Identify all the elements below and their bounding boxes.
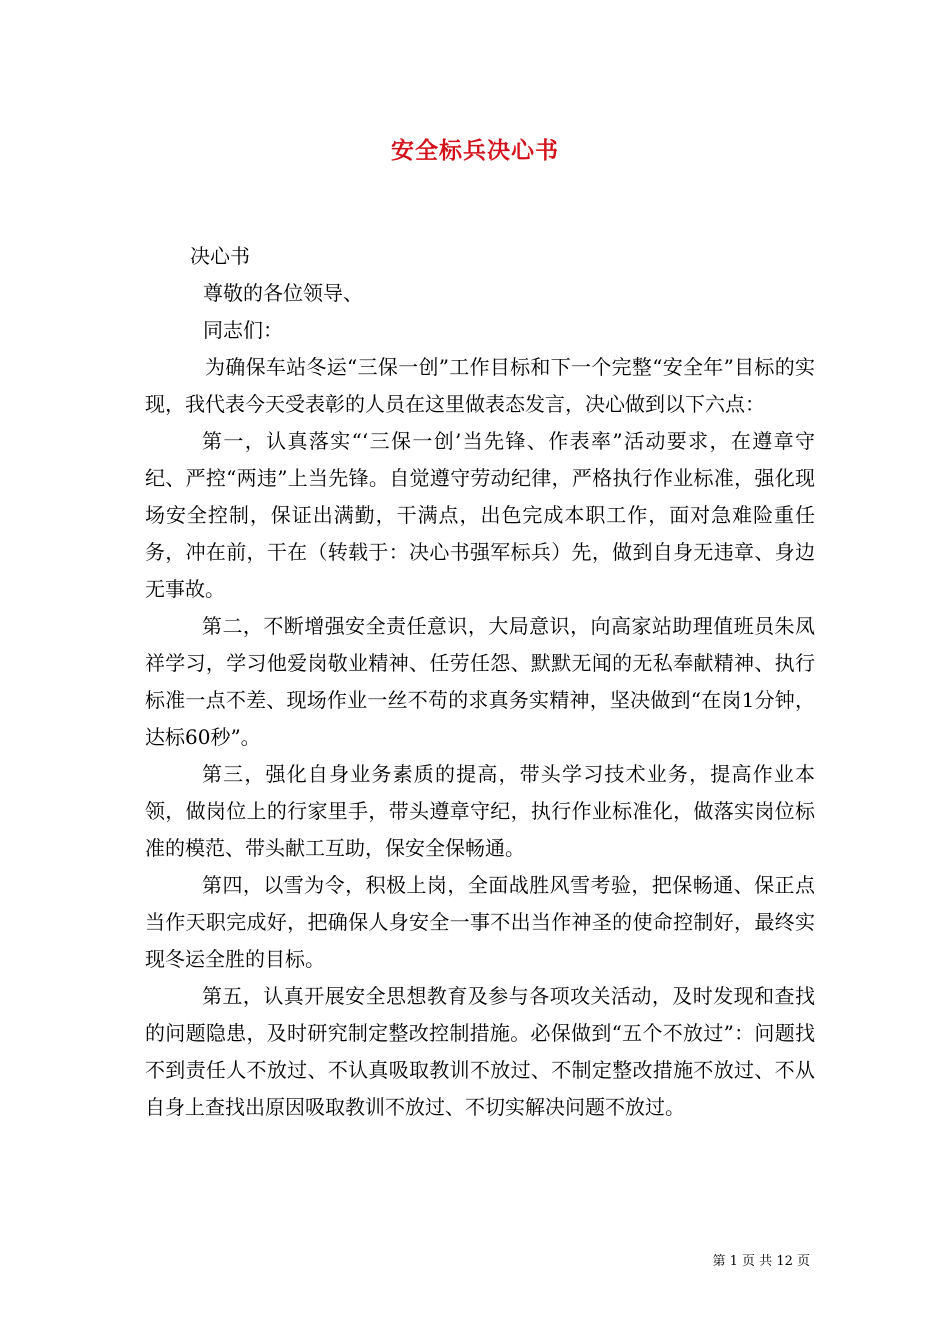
paragraph-point-4: 第四，以雪为令，积极上岗，全面战胜风雪考验，把保畅通、保正点当作天职完成好，把确保人身安全一事不出当作神圣的使命控制好，最终实现冬运全胜的目标。: [145, 873, 815, 971]
paragraph-point-5: 第五，认真开展安全思想教育及参与各项攻关活动，及时发现和查找的问题隐患，及时研究制定整改控制措施。必保做到“五个不放过”：问题找不到责任人不放过、不认真吸取教训不放过、不制定整改措施不放过、不从自身上查找出原因吸取教训不放过、不切实解决问题不放过。: [145, 984, 815, 1119]
paragraph-point-2: 第二，不断增强安全责任意识，大局意识，向高家站助理值班员朱凤祥学习，学习他爱岗敬业精神、任劳任怨、默默无闻的无私奉献精神、执行标准一点不差、现场作业一丝不苟的求真务实精神，坚决做到“在岗1分钟，达标60秒”。: [145, 614, 815, 749]
paragraph-point-3: 第三，强化自身业务素质的提高，带头学习技术业务，提高作业本领，做岗位上的行家里手，带头遵章守纪，执行作业标准化，做落实岗位标准的模范、带头献工互助，保安全保畅通。: [145, 762, 815, 860]
salutation-line-2: 同志们：: [203, 318, 283, 342]
document-title: 安全标兵决心书: [391, 137, 559, 164]
document-body: [145, 238, 815, 1126]
paragraph-point-1: 第一，认真落实“‘三保一创’当先锋、作表率”活动要求，在遵章守纪、严控“两违”上当先锋。自觉遵守劳动纪律，严格执行作业标准，强化现场安全控制，保证出满勤，干满点，出色完成本职工作，面对急难险重任务，冲在前，干在（转载于：决心书强军标兵）先，做到自身无违章、身边无事故。: [145, 429, 815, 601]
paragraph-intro: 为确保车站冬运“三保一创”工作目标和下一个完整“安全年”目标的实现，我代表今天受表彰的人员在这里做表态发言，决心做到以下六点：: [145, 355, 815, 416]
letter-heading: 决心书: [190, 244, 250, 268]
page-number-footer: 第 1 页 共 12 页: [712, 1254, 810, 1269]
salutation-line-1: 尊敬的各位领导、: [203, 281, 363, 305]
